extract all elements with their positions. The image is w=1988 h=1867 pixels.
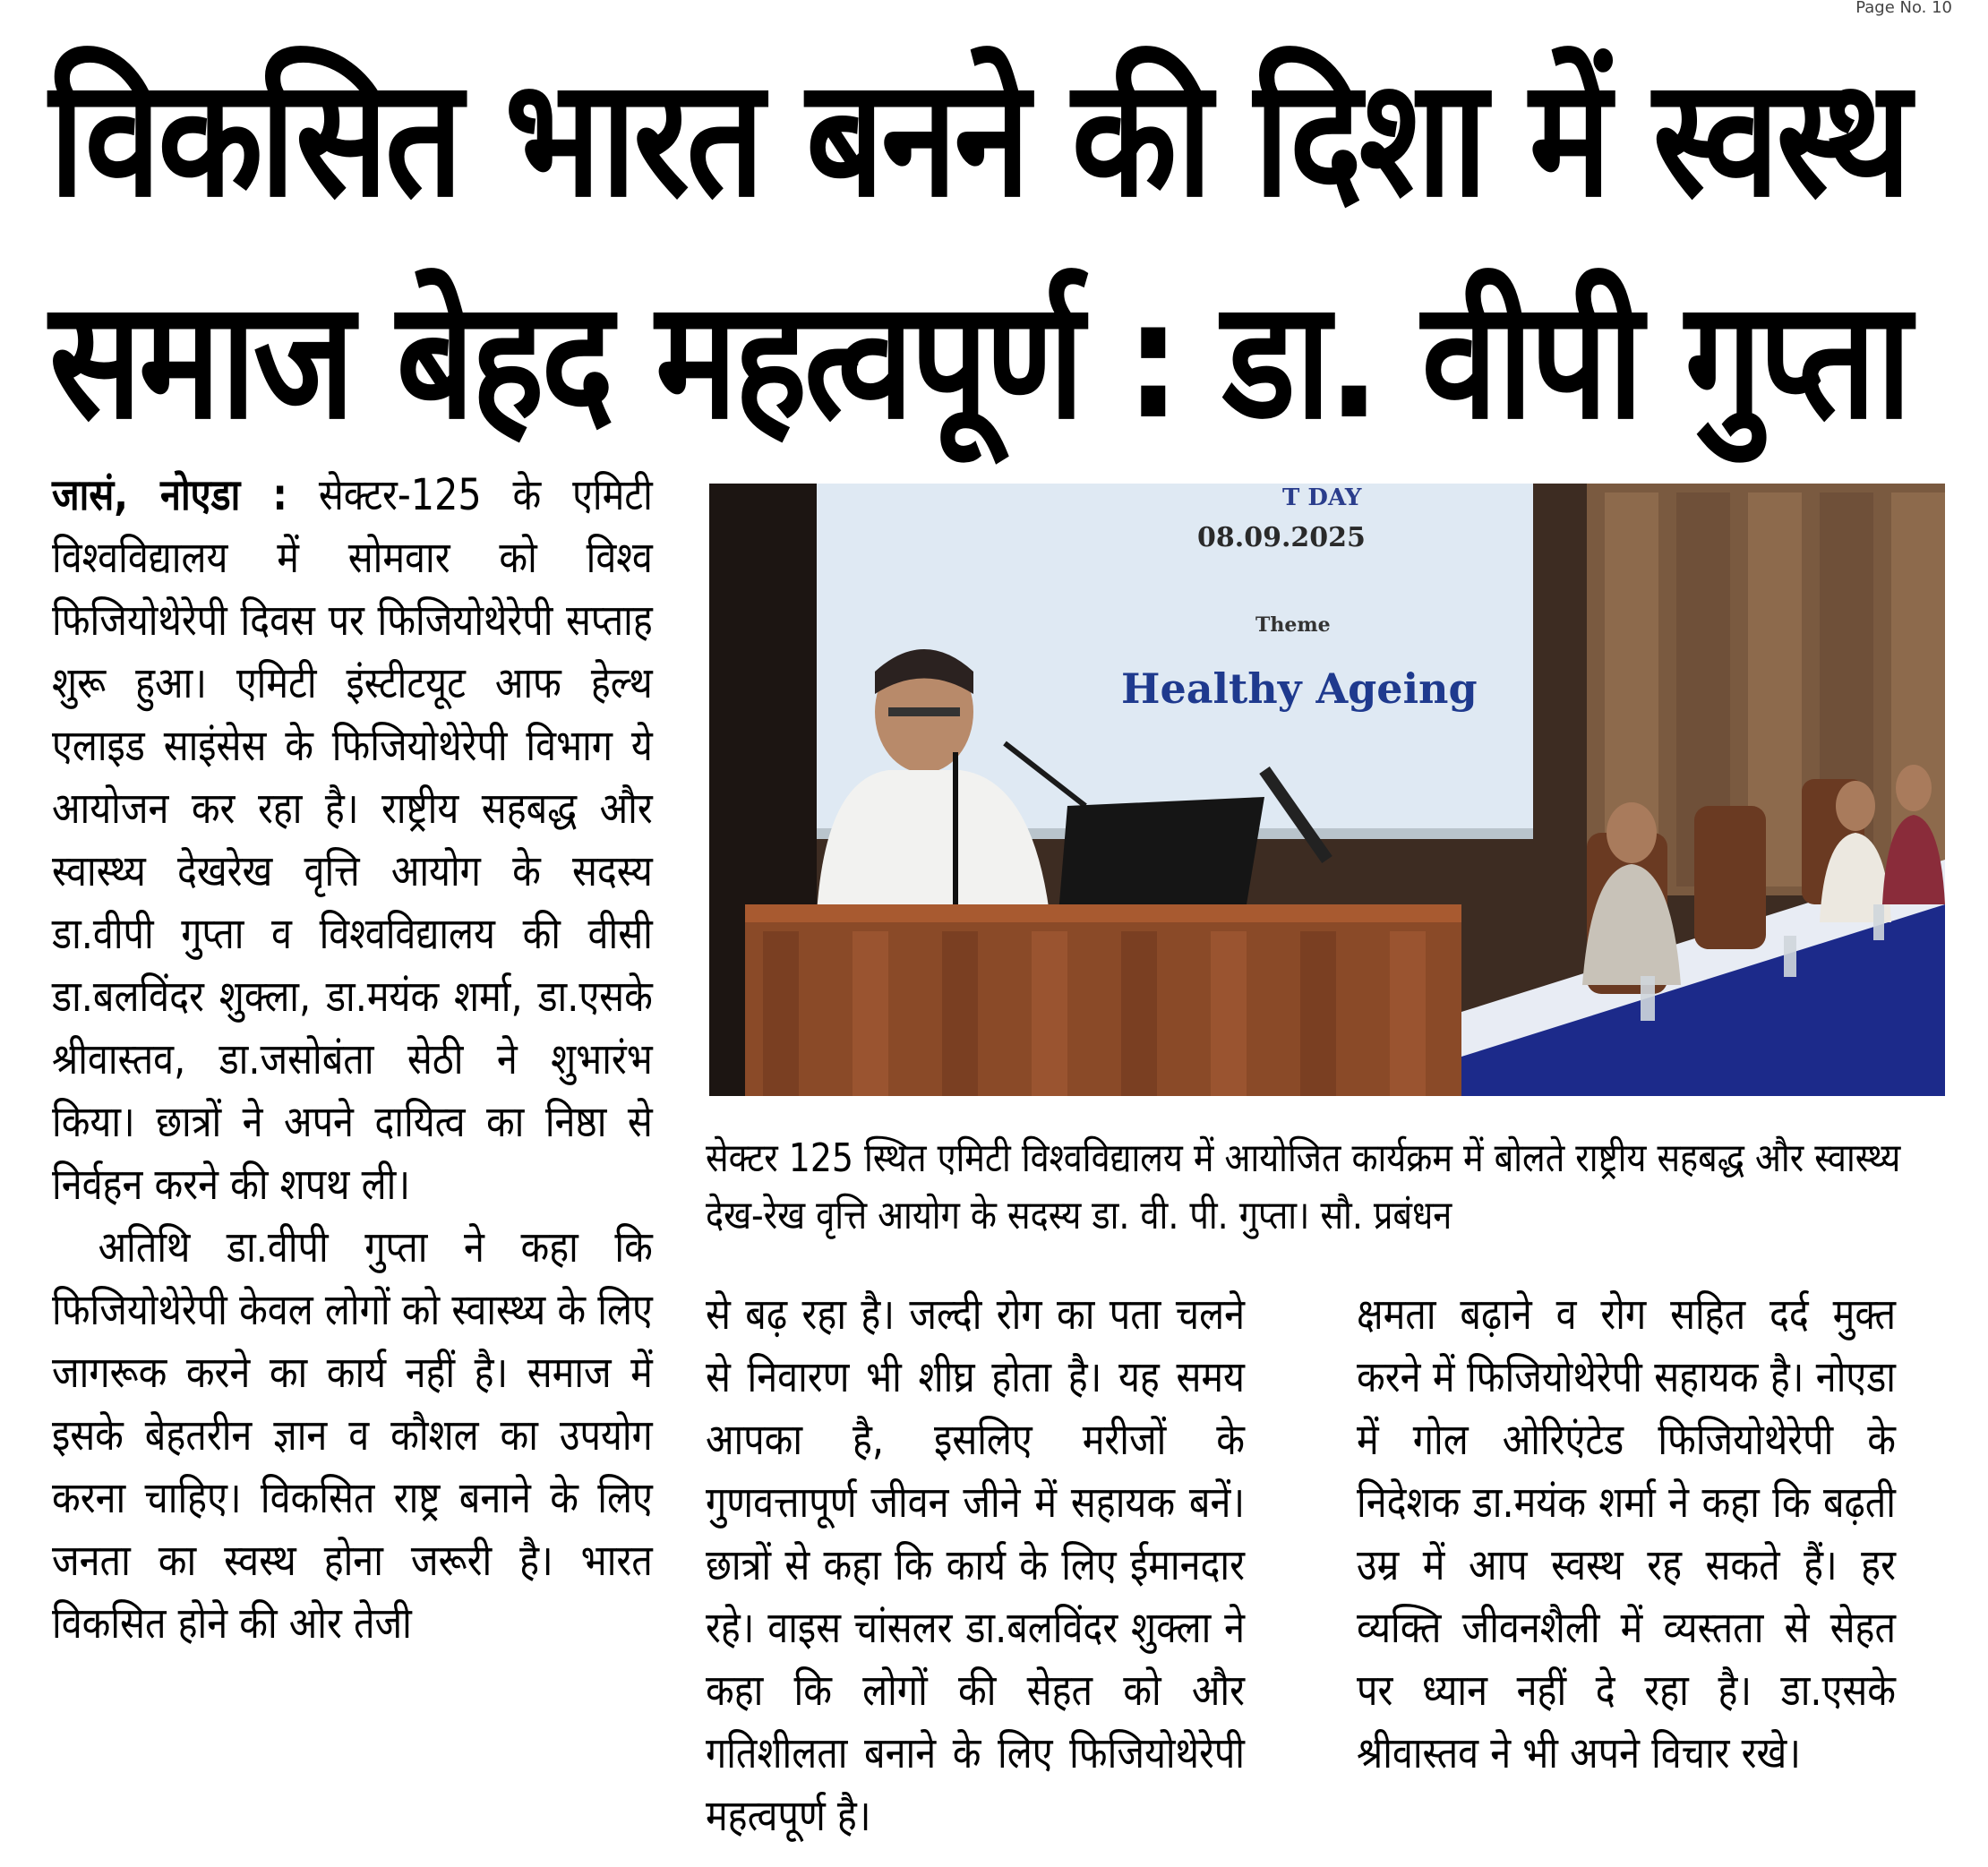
article-column-2 bbox=[706, 1283, 1245, 1847]
article-paragraph-1-text: सेक्टर-125 के एमिटी विश्वविद्यालय में सोमवार को विश्व फिजियोथेरेपी दिवस पर फिजियोथेरेपी सप्ताह शुरू हुआ। एमिटी इंस्टीटयूट आफ हेल्थ एलाइड साइंसेस के फिजियोथेरेपी विभाग ये आयोजन कर रहा है। राष्ट्रीय सहबद्ध और स्वास्थ्य देखरेख वृत्ति आयोग के सदस्य डा.वीपी गुप्ता व विश्वविद्यालय की वीसी डा.बलविंदर शुक्ला, डा.मयंक शर्मा, डा.एसके श्रीवास्तव, डा.जसोबंता सेठी ने शुभारंभ किया। छात्रों ने अपने दायित्व का निष्ठा से निर्वहन करने की शपथ ली। bbox=[52, 470, 653, 1210]
headline-line-1: विकसित भारत बनने की दिशा में स्वस्थ bbox=[49, 43, 1908, 233]
photo-credit: सौ. प्रबंधन bbox=[1320, 1193, 1452, 1238]
headline bbox=[49, 27, 1909, 471]
slide-theme-label: Theme bbox=[1255, 613, 1331, 637]
caption-text: सेक्टर 125 स्थित एमिटी विश्वविद्यालय में आयोजित कार्यक्रम में बोलते राष्ट्रीय सहबद्ध और स्वास्थ्य देख-रेख वृत्ति आयोग के सदस्य डा. वी. पी. गुप्ता। bbox=[706, 1135, 1901, 1238]
photo-caption bbox=[706, 1130, 1907, 1245]
headline-line-2: समाज बेहद महत्वपूर्ण : डा. वीपी गुप्ता bbox=[49, 265, 1909, 455]
article-paragraph-2: अतिथि डा.वीपी गुप्ता ने कहा कि फिजियोथेरेपी केवल लोगों को स्वास्थ्य के लिए जागरूक करने का कार्य नहीं है। समाज में इसके बेहतरीन ज्ञान व कौशल का उपयोग करना चाहिए। विकसित राष्ट्र बनाने के लिए जनता का स्वस्थ होना जरूरी है। भारत विकसित होने की ओर तेजी bbox=[52, 1222, 653, 1649]
slide-top-text: T DAY bbox=[1282, 484, 1362, 511]
article-column-1 bbox=[52, 464, 653, 1843]
article-paragraph-1 bbox=[52, 464, 653, 1216]
slide-theme: Healthy Ageing bbox=[1121, 664, 1478, 713]
podium bbox=[745, 904, 1461, 1096]
event-photo bbox=[709, 484, 1945, 1096]
article-paragraph-3: से बढ़ रहा है। जल्दी रोग का पता चलने से निवारण भी शीघ्र होता है। यह समय आपका है, इसलिए मरीजों के गुणवत्तापूर्ण जीवन जीने में सहायक बनें। छात्रों से कहा कि कार्य के लिए ईमानदार रहे। वाइस चांसलर डा.बलविंदर शुक्ला ने कहा कि लोगों की सेहत को और गतिशीलता बनाने के लिए फिजियोथेरेपी महत्वपूर्ण है। bbox=[706, 1289, 1245, 1841]
dateline: जासं, नोएडा : bbox=[52, 470, 287, 520]
page-reference: Page No. 10 bbox=[1855, 0, 1952, 17]
article-paragraph-4: क्षमता बढ़ाने व रोग सहित दर्द मुक्त करने में फिजियोथेरेपी सहायक है। नोएडा में गोल ओरिएंटेड फिजियोथेरेपी के निदेशक डा.मयंक शर्मा ने कहा कि बढ़ती उम्र में आप स्वस्थ रह सकते हैं। हर व्यक्ति जीवनशैली में व्यस्तता से सेहत पर ध्यान नहीं दे रहा है। डा.एसके श्रीवास्तव ने भी अपने विचार रखे। bbox=[1357, 1289, 1896, 1778]
slide-date: 08.09.2025 bbox=[1197, 522, 1366, 553]
article-column-3 bbox=[1357, 1283, 1896, 1785]
